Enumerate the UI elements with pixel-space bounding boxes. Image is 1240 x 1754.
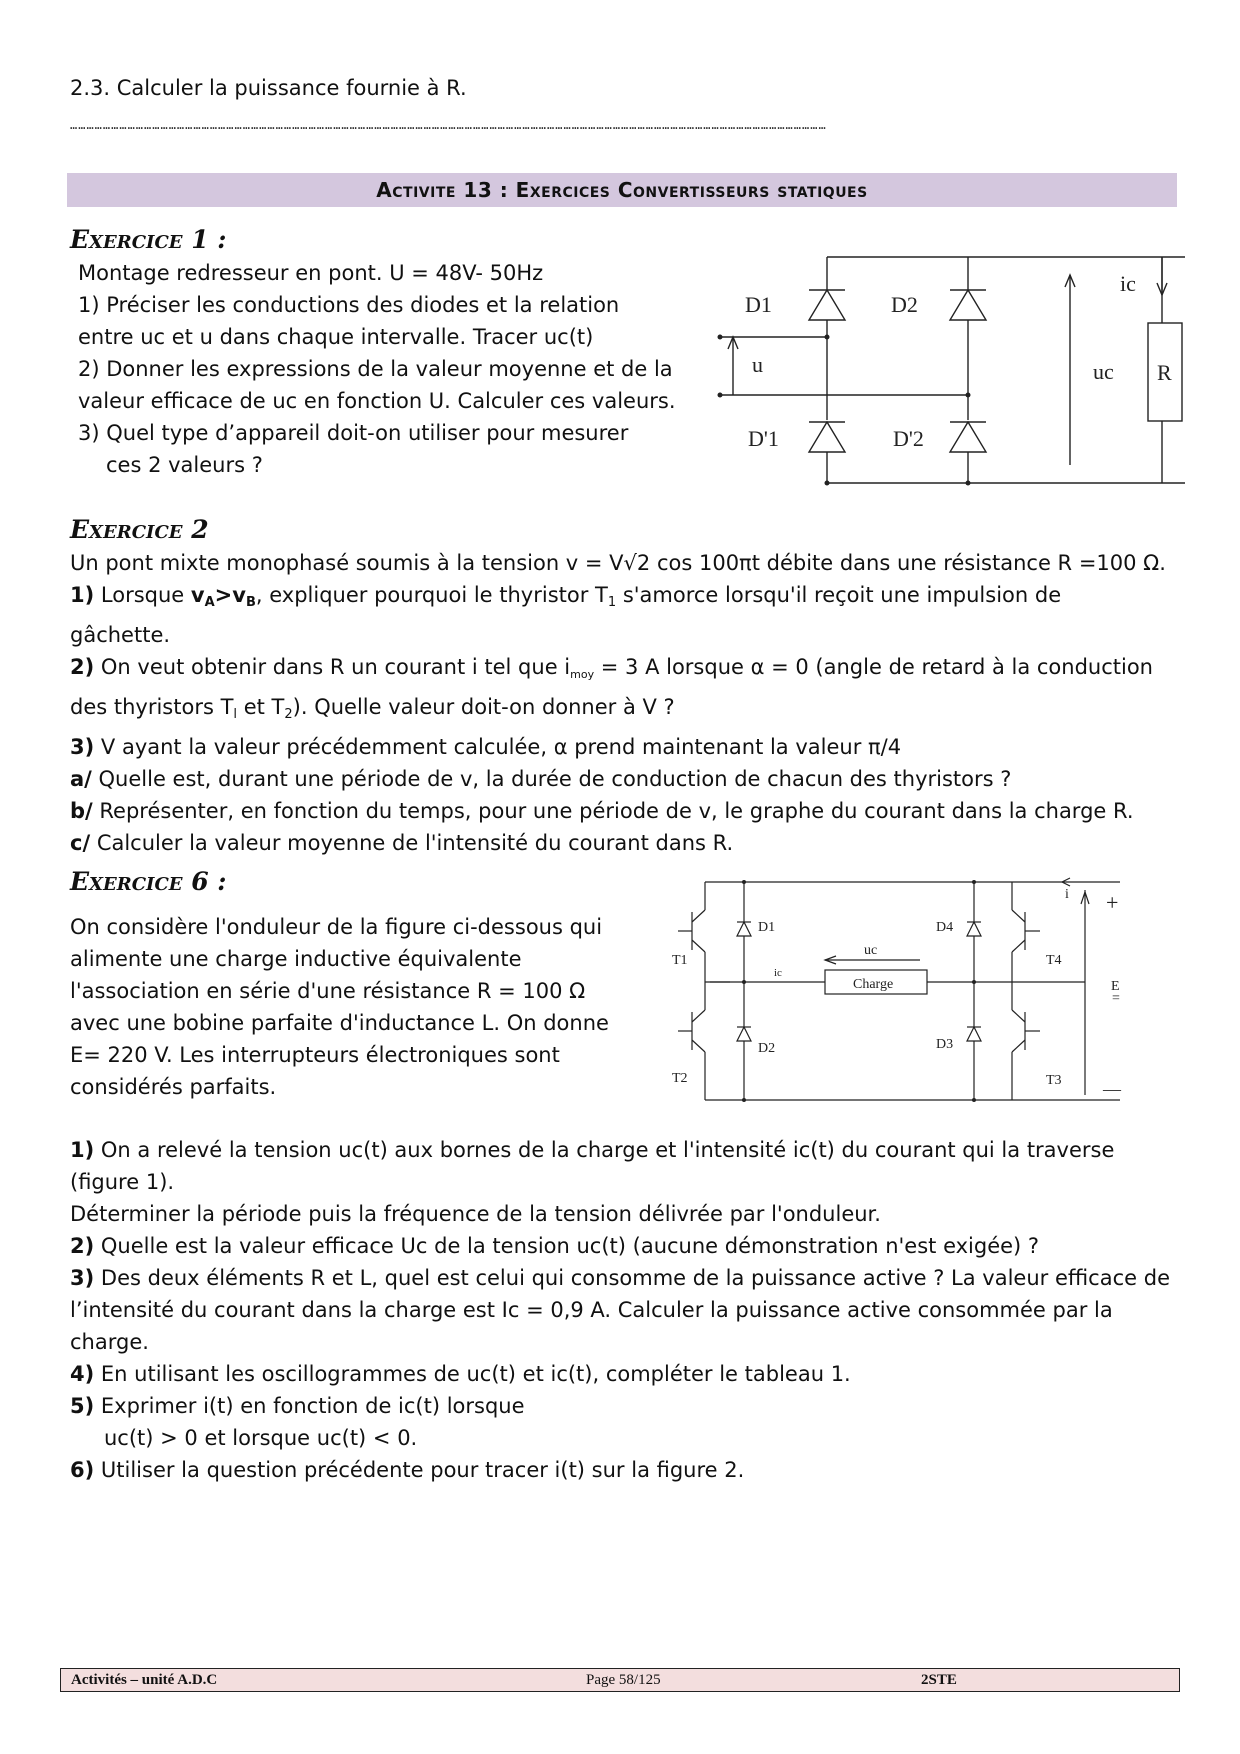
exercise-6-q3: 3) Des deux éléments R et L, quel est celui qui consomme de la puissance active ? La valeur efficace de: [70, 1266, 1170, 1290]
label-d4: D4: [936, 920, 954, 935]
label-d1: D1: [758, 920, 776, 935]
exercise-6-intro-line: avec une bobine parfaite d'inductance L. On donne: [70, 1011, 609, 1035]
exercise-6-questions: [70, 1134, 1170, 1486]
exercise-6-heading: Exercice 6 :: [70, 867, 227, 896]
label-e: E: [1111, 979, 1120, 994]
label-d3: D3: [936, 1037, 954, 1052]
footer-right: 2STE: [921, 1672, 957, 1688]
exercise-1-line: ces 2 valeurs ?: [106, 453, 263, 477]
exercise-1-line: 3) Quel type d’appareil doit-on utiliser pour mesurer: [78, 421, 629, 445]
exercise-6-q1-cont: Déterminer la période puis la fréquence de la tension délivrée par l'onduleur.: [70, 1202, 881, 1226]
exercise-6-intro-line: On considère l'onduleur de la figure ci-dessous qui: [70, 915, 603, 939]
exercise-6-q1: 1) On a relevé la tension uc(t) aux bornes de la charge et l'intensité ic(t) du courant qui la traverse: [70, 1138, 1115, 1162]
exercise-1-line: valeur efficace de uc en fonction U. Calculer ces valeurs.: [78, 389, 676, 413]
label-d2: D2: [758, 1041, 776, 1056]
page-footer: [60, 1668, 1180, 1692]
label-t3: T3: [1046, 1073, 1062, 1088]
label-charge: Charge: [853, 977, 894, 992]
label-ic: ic: [774, 967, 782, 979]
exercise-6-q1-cont: (figure 1).: [70, 1170, 175, 1194]
bridge-rectifier-diagram: [715, 245, 1205, 495]
label-r: R: [1157, 360, 1172, 385]
exercise-6-intro-line: E= 220 V. Les interrupteurs électroniques sont: [70, 1043, 560, 1067]
label-d2-prime: D'2: [893, 426, 924, 451]
footer-left: Activités – unité A.D.C: [71, 1672, 218, 1688]
label-uc: uc: [1093, 359, 1114, 384]
exercise-1-heading: Exercice 1 :: [70, 225, 227, 254]
exercise-6-intro-line: considérés parfaits.: [70, 1075, 277, 1099]
exercise-6-intro-line: alimente une charge inductive équivalente: [70, 947, 522, 971]
exercise-1-line: 1) Préciser les conductions des diodes et la relation: [78, 293, 620, 317]
exercise-6-q3-cont: l’intensité du courant dans la charge est Ic = 0,9 A. Calculer la puissance active consommée par la: [70, 1298, 1113, 1322]
label-i: i: [1065, 887, 1069, 902]
label-u: u: [752, 352, 763, 377]
exercise-2-qb: b/ Représenter, en fonction du temps, pour une période de v, le graphe du courant dans la charge R.: [70, 799, 1134, 823]
label-d2: D2: [891, 292, 918, 317]
exercise-1-line: 2) Donner les expressions de la valeur moyenne et de la: [78, 357, 673, 381]
exercise-6-q2: 2) Quelle est la valeur efficace Uc de la tension uc(t) (aucune démonstration n'est exigée) ?: [70, 1234, 1040, 1258]
footer-page-number: Page 58/125: [586, 1672, 661, 1688]
label-e-eq: =: [1112, 991, 1120, 1006]
exercise-2-q2-cont: des thyristors $T_l$ et $T_2$). Quelle valeur doit-on donner à V ?: [70, 695, 675, 722]
exercise-1-line: Montage redresseur en pont. U = 48V- 50Hz: [78, 261, 544, 285]
label-d1: D1: [745, 292, 772, 317]
answer-dotted-line: ……………………………………………………………………………………………………………………………………………………………………………………………………………………………………………………: [70, 118, 827, 132]
exercise-6-q5: 5) Exprimer i(t) en fonction de ic(t) lorsque: [70, 1394, 525, 1418]
exercise-2-text: [70, 547, 1166, 859]
inverter-diagram: [660, 870, 1140, 1110]
exercise-6-intro-line: l'association en série d'une résistance R = 100 Ω: [70, 979, 586, 1003]
exercise-6-q4: 4) En utilisant les oscillogrammes de uc(t) et ic(t), compléter le tableau 1.: [70, 1362, 851, 1386]
exercise-6-q5-cont: uc(t) > 0 et lorsque uc(t) < 0.: [104, 1426, 418, 1450]
label-ic: ic: [1120, 271, 1136, 296]
label-t1: T1: [672, 953, 688, 968]
exercise-2-q1-cont: gâchette.: [70, 623, 171, 647]
label-plus: +: [1106, 890, 1119, 915]
exercise-2-q3: 3) V ayant la valeur précédemment calculée, α prend maintenant la valeur π/4: [70, 735, 902, 759]
label-minus: —: [1103, 1079, 1121, 1099]
previous-question: 2.3. Calculer la puissance fournie à R.: [70, 76, 467, 100]
activity-banner: Activite 13 : Exercices Convertisseurs statiques: [67, 173, 1177, 207]
exercise-2-q2: 2) On veut obtenir dans R un courant i tel que $i_{moy} = 3$ A lorsque α = 0 (angle de retard à la conduction: [70, 655, 1153, 681]
exercise-1-text: [78, 257, 676, 481]
exercise-6-q6: 6) Utiliser la question précédente pour tracer i(t) sur la figure 2.: [70, 1458, 745, 1482]
exercise-2-heading: Exercice 2: [70, 515, 209, 544]
label-t2: T2: [672, 1071, 688, 1086]
exercise-6-q3-cont: charge.: [70, 1330, 149, 1354]
exercise-1-line: entre uc et u dans chaque intervalle. Tracer uc(t): [78, 325, 594, 349]
exercise-2-qa: a/ Quelle est, durant une période de v, la durée de conduction de chacun des thyristors ?: [70, 767, 1012, 791]
exercise-2-qc: c/ Calculer la valeur moyenne de l'intensité du courant dans R.: [70, 831, 734, 855]
label-d1-prime: D'1: [748, 426, 779, 451]
label-t4: T4: [1046, 953, 1062, 968]
exercise-2-intro: Un pont mixte monophasé soumis à la tension v = V√2 cos 100πt débite dans une résistance R =100 Ω.: [70, 551, 1166, 575]
label-uc: uc: [864, 943, 878, 958]
exercise-2-q1: 1) Lorsque $v_A>v_B$, expliquer pourquoi le thyristor $T_1$ s'amorce lorsqu'il reçoit une impulsion de: [70, 583, 1062, 610]
exercise-6-intro: [70, 911, 609, 1103]
